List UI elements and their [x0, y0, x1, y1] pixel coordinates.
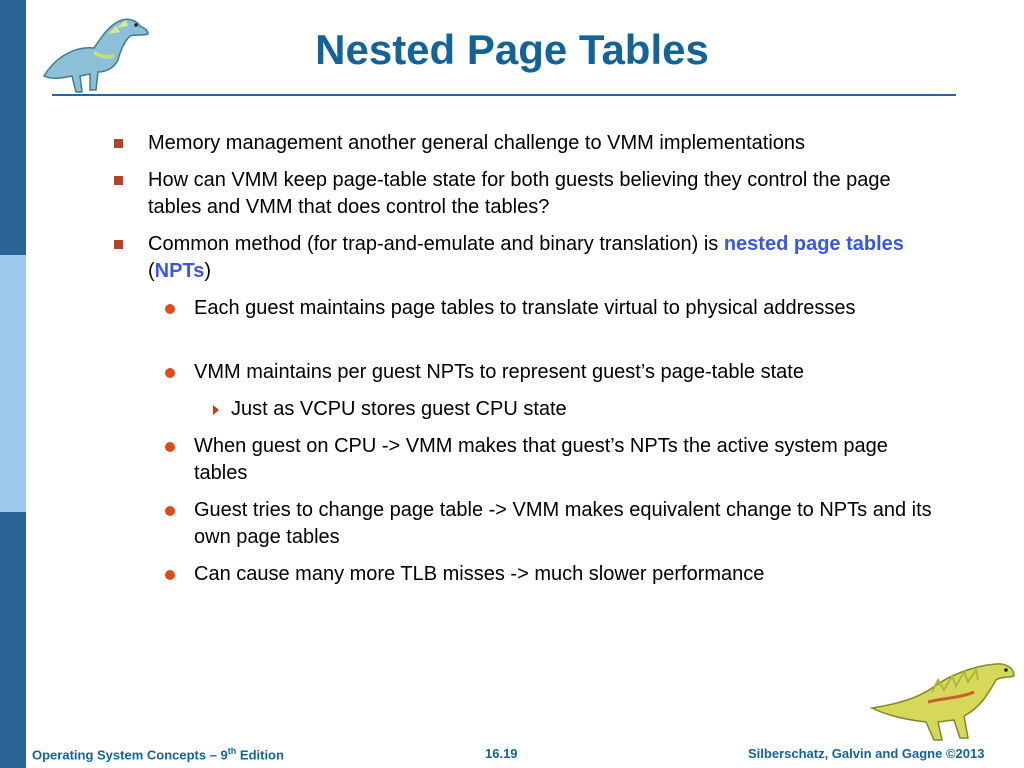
- sidebar-middle-segment: [0, 255, 26, 512]
- paren-open: (: [148, 260, 155, 282]
- sub-bullet-text: VMM maintains per guest NPTs to represent guest’s page-table state: [194, 361, 804, 383]
- slide-number: 16.19: [485, 746, 518, 761]
- highlight-nested-page-tables: nested page tables: [723, 233, 904, 255]
- bullet-text: Memory management another general challenge to VMM implementations: [148, 132, 806, 154]
- bullet-square-icon: [114, 240, 123, 249]
- sub-bullet-text: Can cause many more TLB misses -> much slower performance: [194, 563, 765, 585]
- sidebar-bottom-segment: [0, 512, 26, 768]
- sub-bullet-text: When guest on CPU -> VMM makes that guest’s NPTs the active system page tables: [194, 435, 888, 484]
- dinosaur-icon: [868, 658, 1018, 742]
- bullet-text: How can VMM keep page-table state for both guests believing they control the page tables and VMM that does control the tables?: [148, 169, 891, 218]
- bullet-dot-icon: [165, 442, 175, 452]
- bullet-dot-icon: [165, 506, 175, 516]
- bullet-arrow-icon: [213, 405, 219, 415]
- bullet-text-prefix: Common method (for trap-and-emulate and binary translation) is: [148, 233, 724, 255]
- sub-bullet-text: Guest tries to change page table -> VMM makes equivalent change to NPTs and its own page tables: [194, 499, 932, 548]
- sidebar-top-segment: [0, 0, 26, 255]
- slide-title: Nested Page Tables: [315, 26, 709, 73]
- bullet-text-nested-page-tables: [148, 231, 918, 285]
- bullet-dot-icon: [165, 304, 175, 314]
- paren-close: ): [204, 260, 211, 282]
- bullet-square-icon: [114, 139, 123, 148]
- highlight-npts: NPTs: [154, 260, 205, 282]
- title-divider: [52, 94, 956, 96]
- bullet-dot-icon: [165, 368, 175, 378]
- bullet-dot-icon: [165, 570, 175, 580]
- footer-copyright: Silberschatz, Galvin and Gagne ©2013: [748, 746, 985, 761]
- footer-course-prefix: Operating System Concepts – 9: [32, 747, 228, 763]
- sub-sub-bullet-text: Just as VCPU stores guest CPU state: [231, 398, 567, 420]
- footer-course-suffix: Edition: [236, 747, 284, 763]
- sub-bullet-text: Each guest maintains page tables to translate virtual to physical addresses: [194, 297, 856, 319]
- left-sidebar: [0, 0, 26, 768]
- footer-course-title: [32, 746, 284, 762]
- bullet-square-icon: [114, 176, 123, 185]
- footer-edition-superscript: th: [227, 746, 237, 756]
- dinosaur-icon: [36, 6, 154, 96]
